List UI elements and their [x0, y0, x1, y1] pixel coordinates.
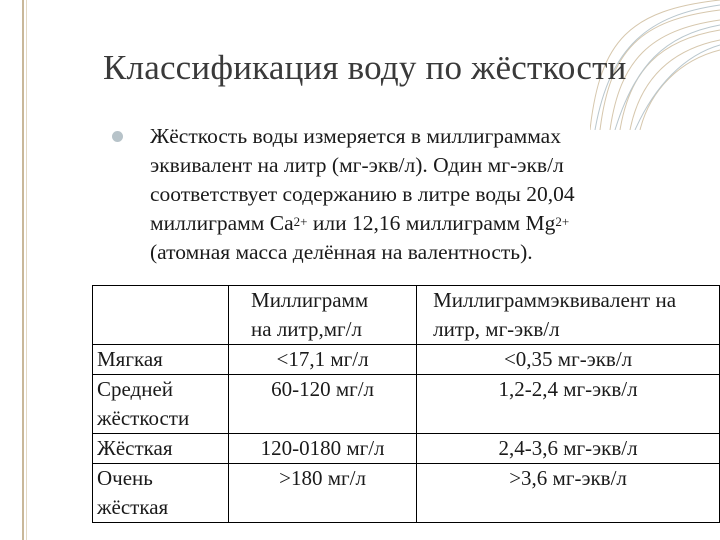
table-row: [93, 464, 720, 523]
row-mg-value: 60-120 мг/л: [271, 377, 375, 401]
header-text: на литр,мг/л: [251, 317, 362, 341]
row-name-cell: [93, 345, 229, 375]
table-row: [93, 375, 720, 434]
bullet-line: (атомная масса делённая на валентность).: [150, 240, 533, 264]
row-mgeq-value: 2,4-3,6 мг-экв/л: [498, 436, 638, 460]
row-name-cell: [93, 464, 229, 523]
table-row: [93, 345, 720, 375]
row-mg-cell: [229, 464, 417, 523]
row-name: Очень: [97, 466, 153, 490]
row-mg-value: <17,1 мг/л: [276, 347, 369, 371]
bullet-line: Жёсткость воды измеряется в миллиграммах: [150, 124, 561, 148]
row-name-cell: [93, 434, 229, 464]
header-text: Миллиграмм: [251, 288, 369, 312]
row-name: жёсткости: [97, 406, 190, 430]
row-mg-cell: [229, 375, 417, 434]
row-mgeq-cell: [417, 464, 720, 523]
row-mgeq-cell: [417, 375, 720, 434]
bullet-paragraph: [112, 122, 672, 267]
superscript-charge: 2+: [555, 214, 570, 229]
table-row: [93, 434, 720, 464]
header-cell-mg: [229, 286, 417, 345]
bullet-line: соответствует содержанию в литре воды 20,04: [150, 182, 575, 206]
header-text: литр, мг-экв/л: [433, 317, 560, 341]
row-mgeq-value: <0,35 мг-экв/л: [503, 347, 633, 371]
header-text: Миллиграммэквивалент на: [433, 288, 677, 312]
left-decorative-rule: [22, 0, 24, 540]
table-header-row: [93, 286, 720, 345]
row-name: Мягкая: [97, 347, 163, 371]
bullet-line: эквивалент на литр (мг-экв/л). Один мг-экв/л: [150, 153, 564, 177]
row-mg-cell: [229, 345, 417, 375]
row-mg-cell: [229, 434, 417, 464]
row-name: жёсткая: [97, 495, 169, 519]
row-name-cell: [93, 375, 229, 434]
superscript-charge: 2+: [293, 214, 308, 229]
left-decorative-rule-thin: [26, 0, 27, 540]
row-mgeq-cell: [417, 434, 720, 464]
bullet-text-part: миллиграмм Ca: [150, 211, 294, 235]
row-name: Жёсткая: [97, 436, 173, 460]
row-name: Средней: [97, 377, 174, 401]
bullet-text-part: или 12,16 миллиграмм Mg: [307, 211, 556, 235]
row-mg-value: 120-0180 мг/л: [260, 436, 385, 460]
row-mg-value: >180 мг/л: [279, 466, 366, 490]
row-mgeq-cell: [417, 345, 720, 375]
bullet-line: [150, 209, 672, 238]
slide-title: Классификация воду по жёсткости: [103, 48, 627, 87]
header-cell-mgeq: [417, 286, 720, 345]
bullet-text: [150, 122, 672, 267]
row-mgeq-value: 1,2-2,4 мг-экв/л: [498, 377, 638, 401]
hardness-table: [92, 285, 720, 523]
row-mgeq-value: >3,6 мг-экв/л: [509, 466, 627, 490]
header-cell-empty: [93, 286, 229, 345]
round-bullet-icon: [112, 131, 123, 142]
